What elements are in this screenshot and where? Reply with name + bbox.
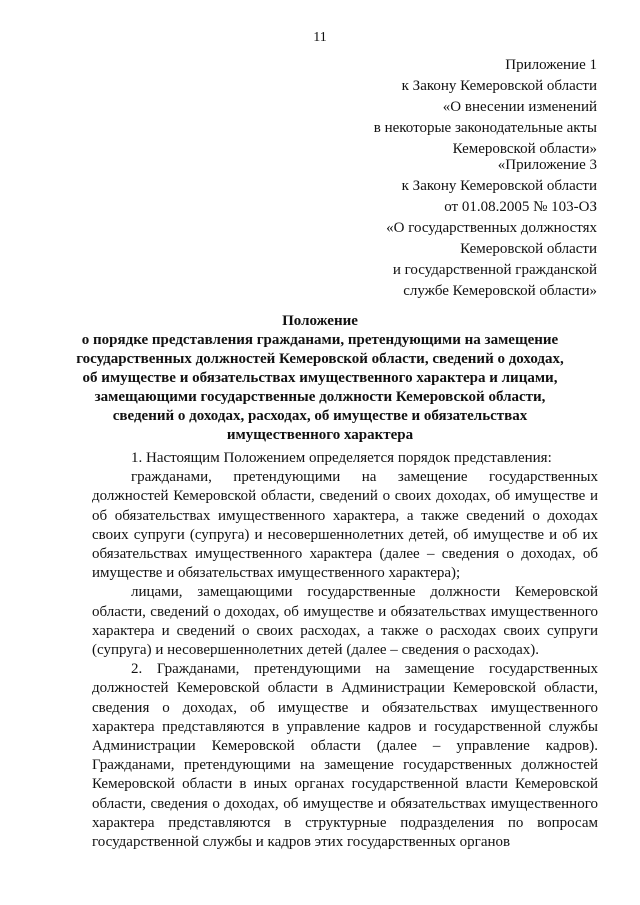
appendix-3-line: Кемеровской области bbox=[460, 241, 597, 257]
appendix-3-line: службе Кемеровской области» bbox=[403, 283, 597, 299]
appendix-3-line: «Приложение 3 bbox=[497, 157, 597, 173]
appendix-3-line: «О государственных должностях bbox=[386, 220, 597, 236]
appendix-3-line: к Закону Кемеровской области bbox=[401, 178, 597, 194]
title-line: о порядке представления гражданами, претендующими на замещение bbox=[81, 332, 559, 348]
appendix-1-line: в некоторые законодательные акты bbox=[373, 120, 597, 136]
appendix-1-line: к Закону Кемеровской области bbox=[401, 78, 597, 94]
appendix-3-header bbox=[386, 155, 597, 302]
appendix-3-line: и государственной гражданской bbox=[392, 262, 597, 278]
appendix-1-line: Кемеровской области» bbox=[452, 141, 597, 157]
appendix-3-line: от 01.08.2005 № 103-ОЗ bbox=[444, 199, 597, 215]
paragraph: 2. Гражданами, претендующими на замещение государственных должностей Кемеровской области в Администрации Кемеровской области, сведения о доходах, об имуществе и обязательствах имущественного характера представляются в управление кадров и государственной службы Администрации Кемеровской области (далее – управление кадров). Гражданами, претендующими на замещение государственных должностей Кемеровской области в иных органах государственной власти Кемеровской области, сведения о доходах, об имуществе и обязательствах имущественного характера представляются в структурные подразделения по вопросам государственной службы и кадров этих государственных органов bbox=[92, 661, 598, 851]
title-line: об имуществе и обязательствах имущественного характера и лицами, bbox=[82, 370, 558, 386]
title-line: имущественного характера bbox=[226, 427, 414, 443]
title-line: сведений о доходах, расходах, об имуществе и обязательствах bbox=[112, 408, 528, 424]
appendix-1-line: Приложение 1 bbox=[505, 57, 597, 73]
title-line: Положение bbox=[282, 313, 358, 329]
title-line: государственных должностей Кемеровской области, сведений о доходах, bbox=[76, 351, 564, 367]
paragraph: 1. Настоящим Положением определяется порядок представления: bbox=[131, 450, 552, 466]
paragraph: гражданами, претендующими на замещение государственных должностей Кемеровской области, сведений о своих доходах, об имуществе и об обязательствах имущественного характера, а также сведений о доходах своих супруги (супруга) и несовершеннолетних детей, об имуществе и об их обязательствах имущественного характера (далее – сведения о доходах, об имуществе и обязательствах имущественного характера); bbox=[92, 469, 598, 582]
appendix-1-line: «О внесении изменений bbox=[442, 99, 597, 115]
document-body bbox=[92, 449, 598, 852]
page-number: 11 bbox=[313, 30, 327, 45]
appendix-1-header bbox=[374, 55, 597, 160]
paragraph: лицами, замещающими государственные должности Кемеровской области, сведений о доходах, об имуществе и обязательствах имущественного характера и сведений о своих расходах, а также о расходах своих супруги (супруга) и несовершеннолетних детей (далее – сведения о расходах). bbox=[92, 584, 598, 659]
document-title bbox=[70, 312, 570, 445]
title-line: замещающими государственные должности Кемеровской области, bbox=[94, 389, 546, 405]
